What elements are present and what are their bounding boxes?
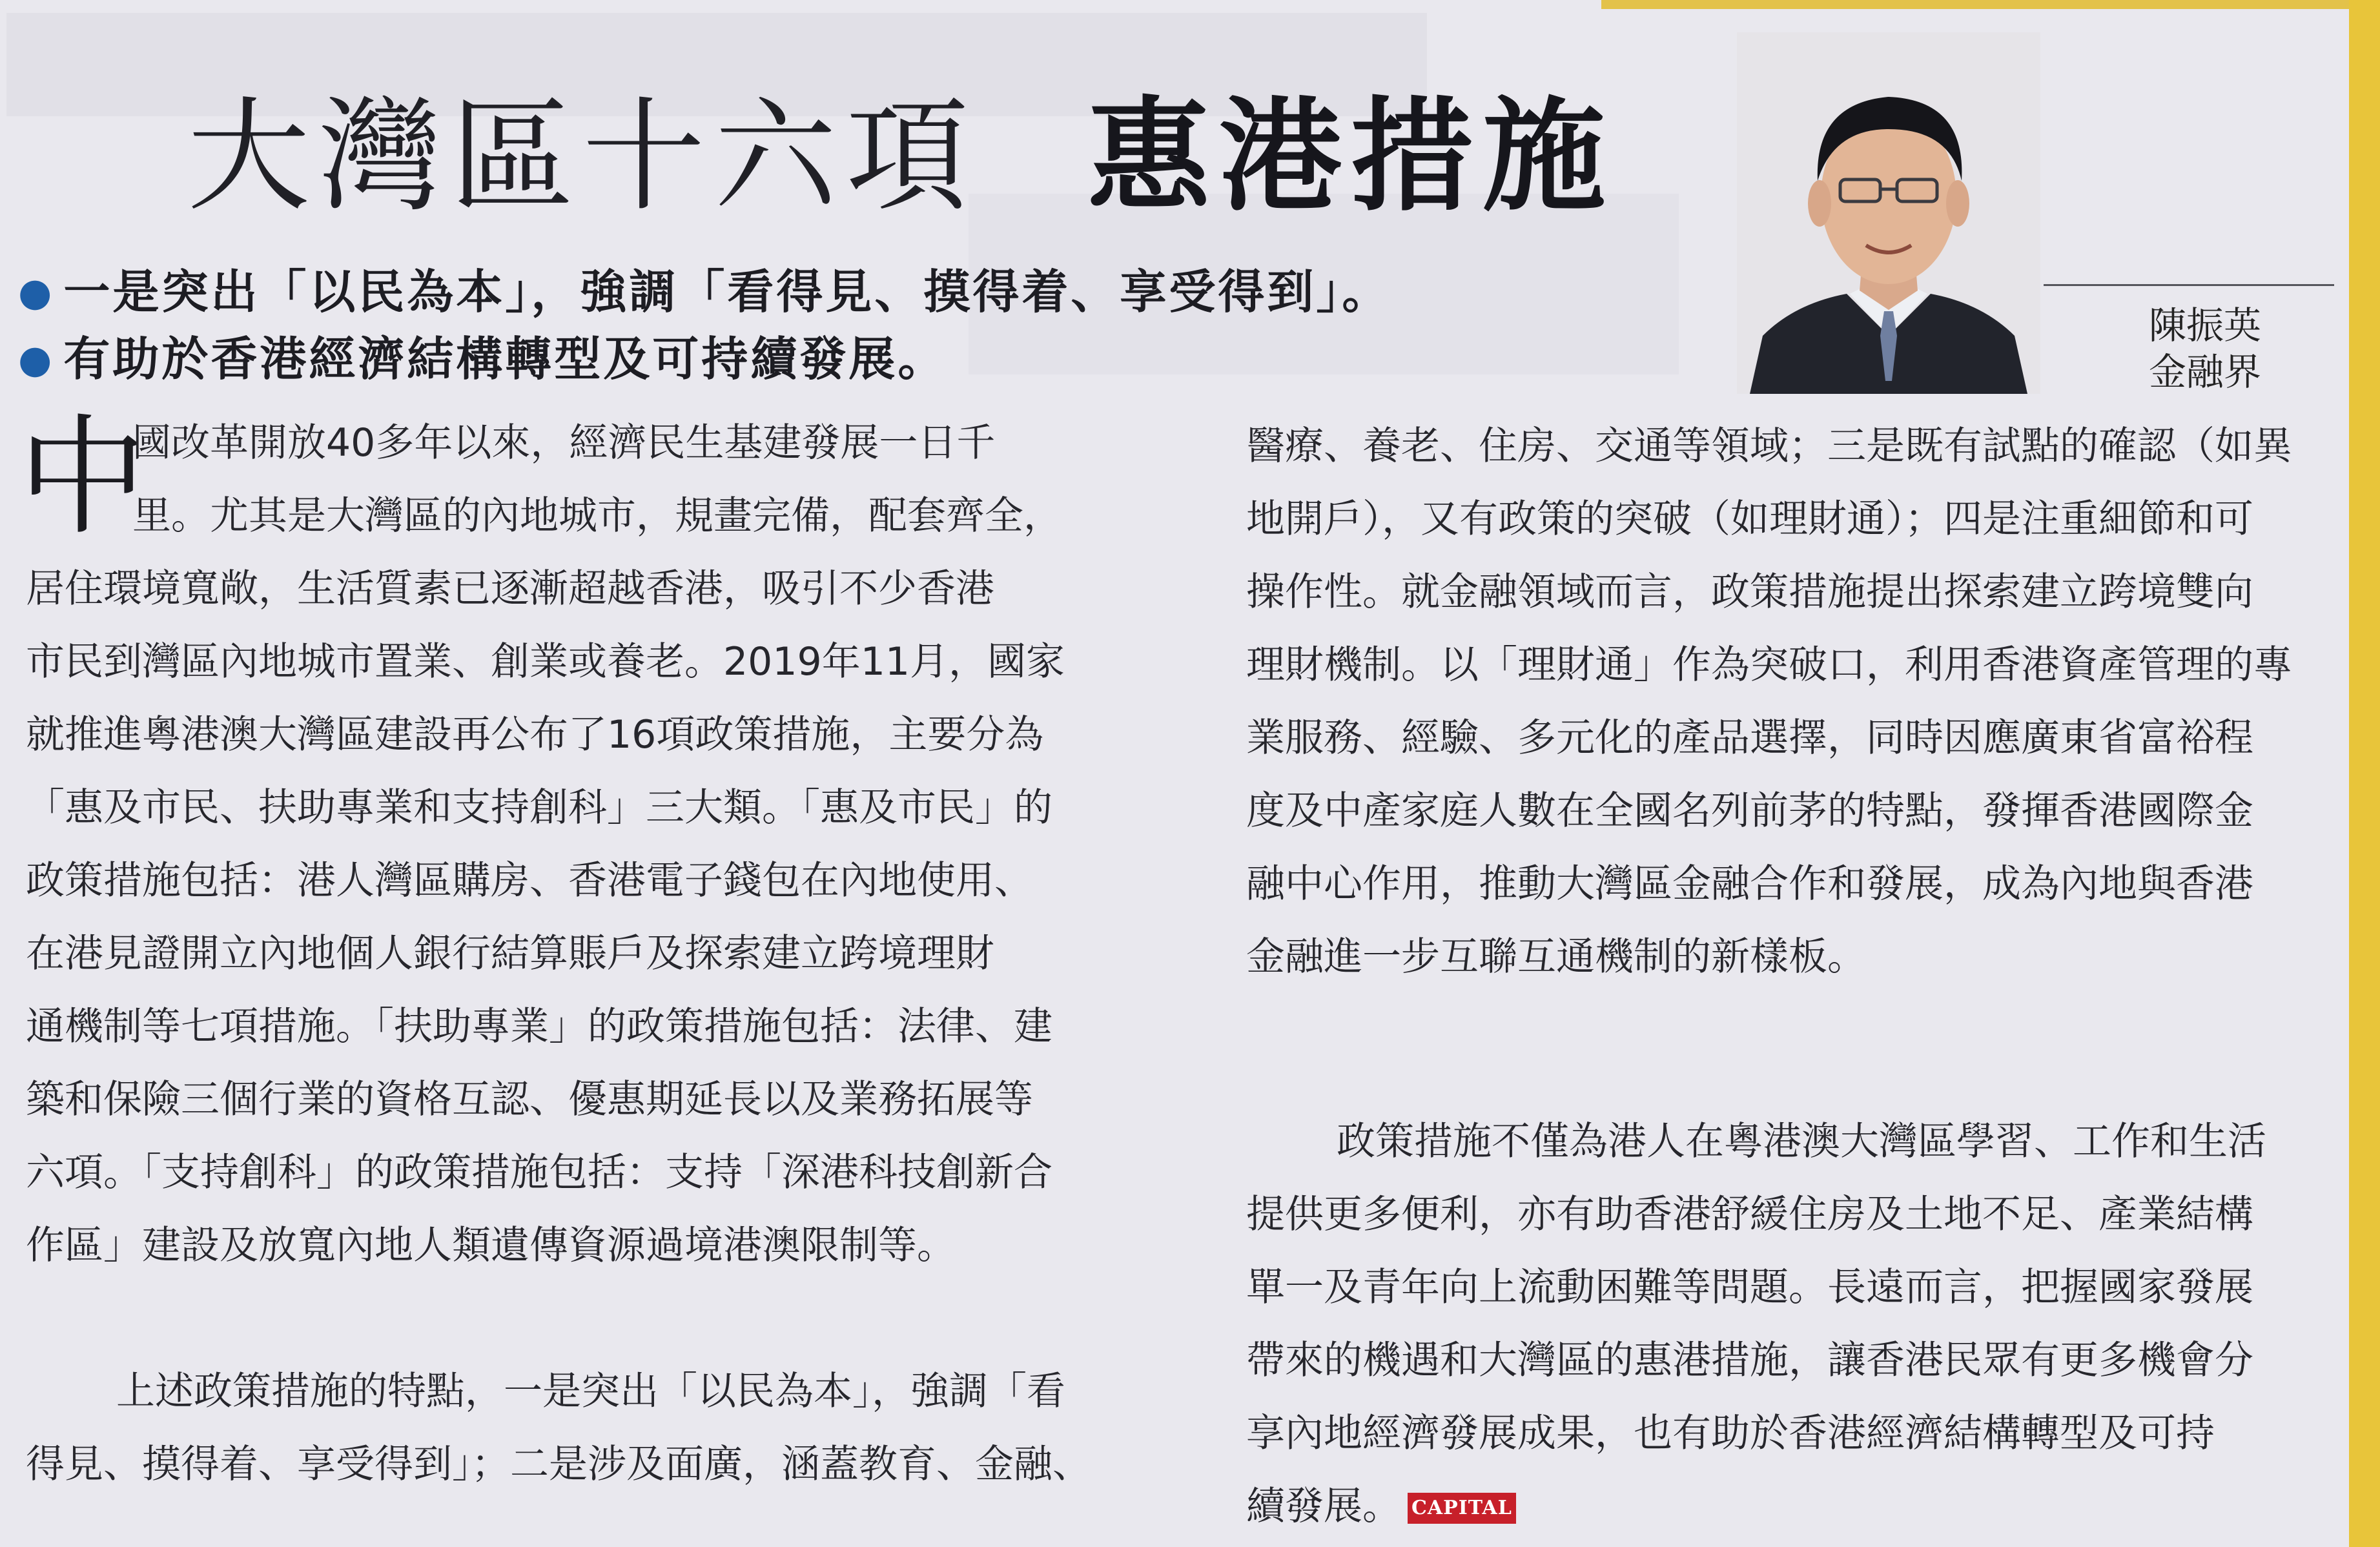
article-column-right	[1246, 410, 2344, 1543]
article-headline	[187, 58, 1614, 234]
author-sector: 金融界	[2148, 350, 2261, 394]
key-point-2	[18, 325, 1391, 393]
magazine-top-edge	[1601, 0, 2380, 9]
text-line: 政策措施不僅為港人在粵港澳大灣區學習、工作和生活	[1337, 1119, 2266, 1164]
author-byline	[2124, 302, 2286, 395]
text-line: 提供更多便利，亦有助香港舒緩住房及土地不足、產業結構	[1246, 1192, 2253, 1237]
text-line: 政策措施包括：港人灣區購房、香港電子錢包在內地使用、	[26, 858, 1033, 903]
paragraph-gap	[1246, 1067, 2344, 1105]
author-portrait	[1737, 32, 2040, 394]
text-line: 居住環境寬敞，生活質素已逐漸超越香港，吸引不少香港	[26, 566, 994, 611]
text-line: 國改革開放40多年以來，經濟民生基建發展一日千	[132, 420, 996, 466]
byline-divider	[2044, 284, 2334, 286]
key-points	[18, 258, 1391, 393]
author-portrait-illustration	[1737, 32, 2040, 394]
key-point-1	[18, 258, 1391, 325]
text-line: 度及中產家庭人數在全國名列前茅的特點，發揮香港國際金	[1246, 788, 2253, 834]
text-line: 操作性。就金融領域而言，政策措施提出探索建立跨境雙向	[1246, 569, 2253, 615]
text-line-end: 續發展。	[1246, 1484, 1401, 1529]
text-line: 理財機制。以「理財通」作為突破口，利用香港資產管理的專	[1246, 642, 2292, 688]
article-column-left	[26, 407, 1149, 1501]
paragraph-gap	[26, 1282, 1149, 1355]
text-line: 六項。「支持創科」的政策措施包括：支持「深港科技創新合	[26, 1150, 1052, 1195]
text-line: 就推進粵港澳大灣區建設再公布了16項政策措施，主要分為	[26, 712, 1044, 757]
bullet-dot-icon: ●	[18, 270, 55, 315]
capital-logo-icon: CAPITAL	[1408, 1493, 1516, 1524]
key-point-2-text: 有助於香港經濟結構轉型及可持續發展。	[63, 332, 947, 386]
headline-part-2: 惠港措施	[1087, 84, 1615, 228]
text-line: 里。尤其是大灣區的內地城市，規畫完備，配套齊全，	[132, 493, 1062, 538]
text-line: 單一及青年向上流動困難等問題。長遠而言，把握國家發展	[1246, 1265, 2253, 1310]
text-line: 金融進一步互聯互通機制的新樣板。	[1246, 934, 1866, 979]
headline-part-1: 大灣區十六項	[187, 85, 978, 228]
text-line: 融中心作用，推動大灣區金融合作和發展，成為內地與香港	[1246, 861, 2253, 907]
text-line: 在港見證開立內地個人銀行結算賬戶及探索建立跨境理財	[26, 931, 994, 976]
text-line: 作區」建設及放寬內地人類遺傳資源過境港澳限制等。	[26, 1223, 956, 1268]
text-line: 醫療、養老、住房、交通等領域；三是既有試點的確認（如異	[1246, 424, 2292, 469]
text-line: 業服務、經驗、多元化的產品選擇，同時因應廣東省富裕程	[1246, 715, 2253, 761]
text-line: 通機制等七項措施。「扶助專業」的政策措施包括：法律、建	[26, 1004, 1052, 1049]
text-line: 市民到灣區內地城市置業、創業或養老。2019年11月，國家	[26, 639, 1065, 684]
text-line: 享內地經濟發展成果，也有助於香港經濟結構轉型及可持	[1246, 1411, 2215, 1456]
text-line: 上述政策措施的特點，一是突出「以民為本」，強調「看	[116, 1369, 1065, 1414]
text-line: 「惠及市民、扶助專業和支持創科」三大類。「惠及市民」的	[26, 785, 1052, 830]
text-line: 築和保險三個行業的資格互認、優惠期延長以及業務拓展等	[26, 1077, 1033, 1122]
drop-cap: 中	[18, 402, 148, 553]
last-text-line	[1246, 1470, 2344, 1543]
magazine-right-edge	[2349, 0, 2380, 1547]
paragraph-gap	[1246, 994, 2344, 1067]
bullet-dot-icon: ●	[18, 337, 55, 382]
key-point-1-text: 一是突出「以民為本」，強調「看得見、摸得着、享受得到」。	[63, 265, 1391, 319]
text-line: 帶來的機遇和大灣區的惠港措施，讓香港民眾有更多機會分	[1246, 1338, 2253, 1383]
author-name: 陳振英	[2148, 303, 2261, 347]
text-line: 地開戶），又有政策的突破（如理財通）；四是注重細節和可	[1246, 497, 2253, 542]
text-line: 得見、摸得着、享受得到」；二是涉及面廣，涵蓋教育、金融、	[26, 1442, 1091, 1487]
